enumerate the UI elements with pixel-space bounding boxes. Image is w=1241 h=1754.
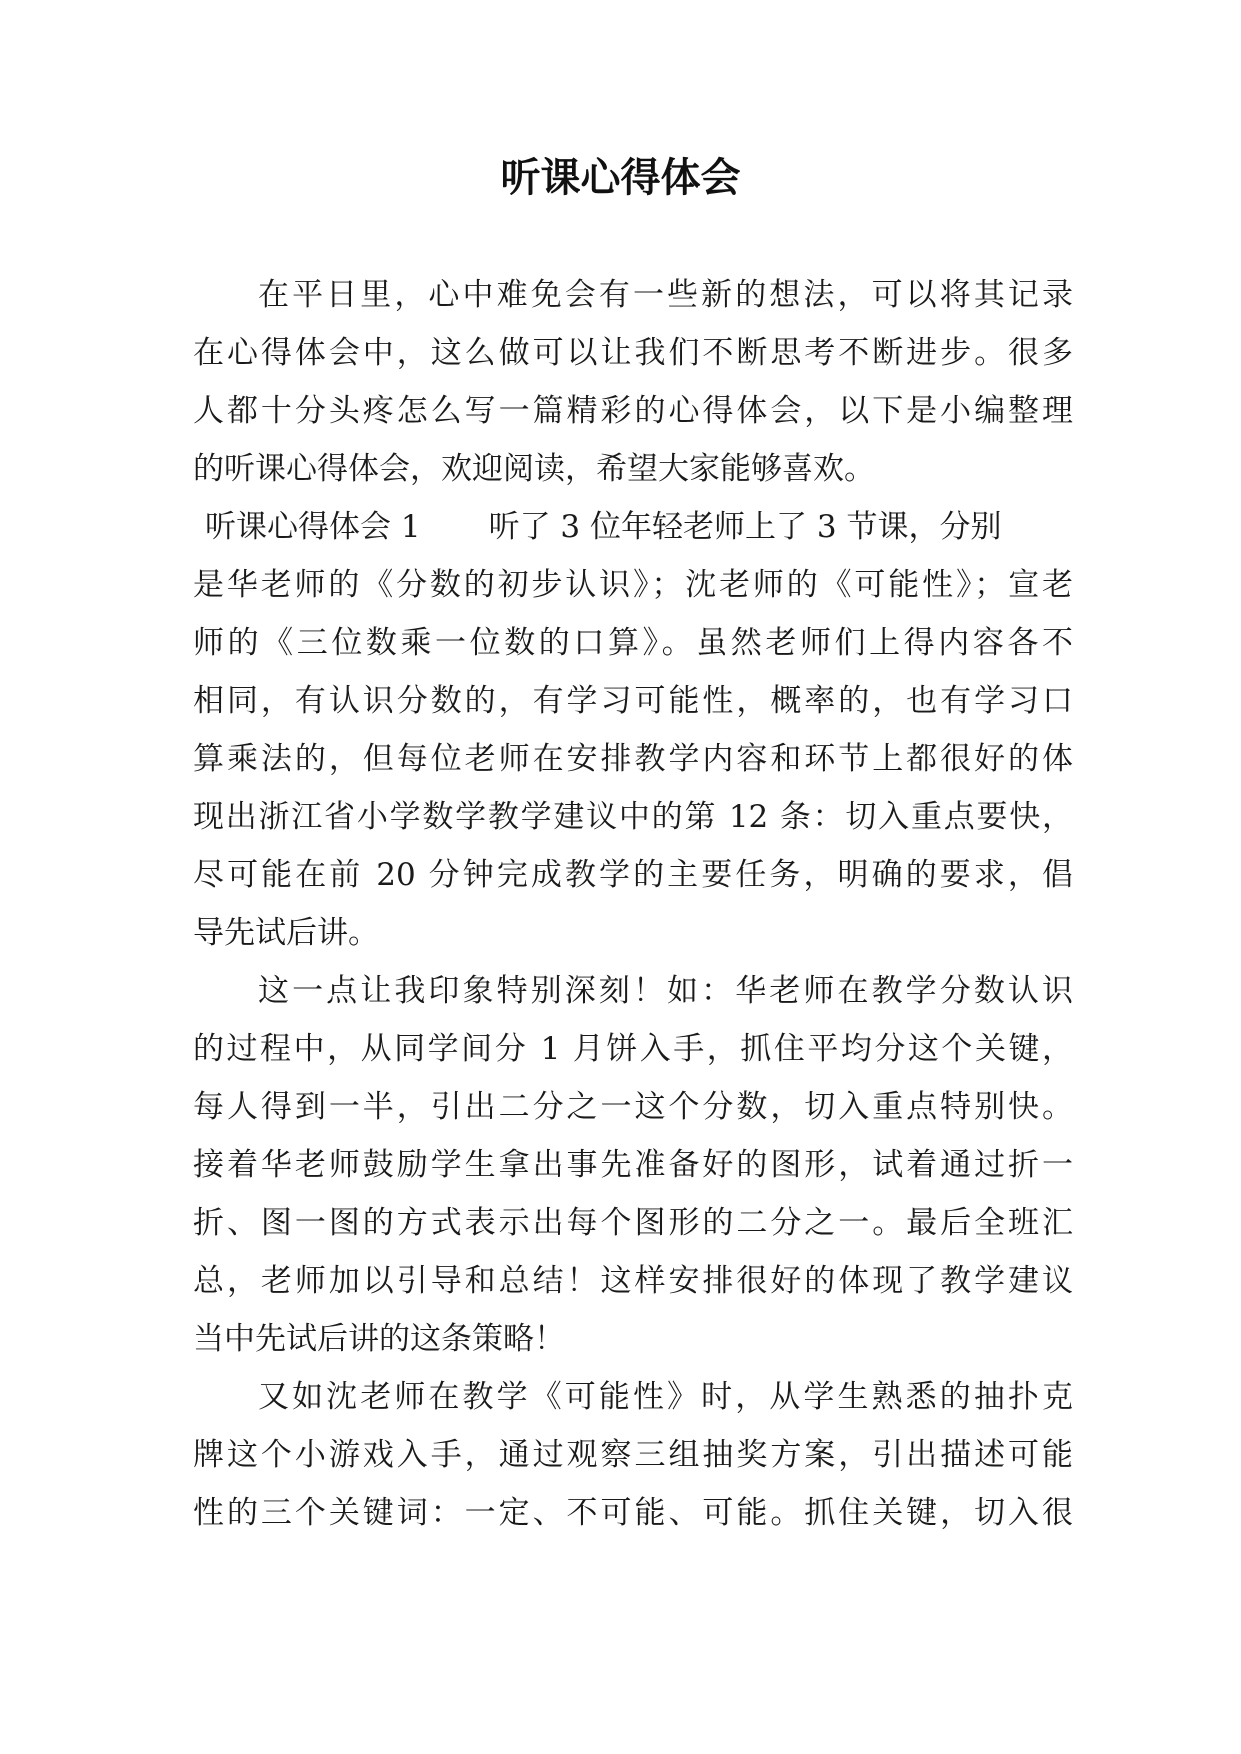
paragraph-line: 折、图一图的方式表示出每个图形的二分之一。最后全班汇 (193, 1205, 1073, 1241)
paragraph-line: 尽可能在前 20 分钟完成教学的主要任务，明确的要求，倡 (193, 857, 1073, 893)
section-heading-line (205, 498, 1073, 556)
paragraph-line: 当中先试后讲的这条策略！ (193, 1321, 565, 1357)
paragraph-line: 算乘法的，但每位老师在安排教学内容和环节上都很好的体 (193, 741, 1073, 777)
paragraph-line: 性的三个关键词：一定、不可能、可能。抓住关键，切入很 (193, 1495, 1073, 1531)
paragraph-line: 相同，有认识分数的，有学习可能性，概率的，也有学习口 (193, 683, 1073, 719)
paragraph-line: 牌这个小游戏入手，通过观察三组抽奖方案，引出描述可能 (193, 1437, 1073, 1473)
paragraph-line: 接着华老师鼓励学生拿出事先准备好的图形，试着通过折一 (193, 1147, 1073, 1183)
paragraph-line-start: 听了 3 位年轻老师上了 3 节课，分别 (488, 509, 1002, 545)
document-title: 听课心得体会 (500, 155, 741, 201)
paragraph-line: 导先试后讲。 (193, 915, 379, 951)
paragraph-line: 总，老师加以引导和总结！这样安排很好的体现了教学建议 (193, 1263, 1073, 1299)
paragraph-line: 师的《三位数乘一位数的口算》。虽然老师们上得内容各不 (193, 625, 1073, 661)
paragraph-line: 的听课心得体会，欢迎阅读，希望大家能够喜欢。 (193, 451, 875, 487)
paragraph-line: 的过程中，从同学间分 1 月饼入手，抓住平均分这个关键， (193, 1031, 1073, 1067)
paragraph-line: 人都十分头疼怎么写一篇精彩的心得体会，以下是小编整理 (193, 393, 1073, 429)
paragraph-line: 每人得到一半，引出二分之一这个分数，切入重点特别快。 (193, 1089, 1073, 1125)
paragraph-line: 这一点让我印象特别深刻！如：华老师在教学分数认识 (258, 973, 1073, 1009)
paragraph-line: 在心得体会中，这么做可以让我们不断思考不断进步。很多 (193, 335, 1073, 371)
paragraph-line: 又如沈老师在教学《可能性》时，从学生熟悉的抽扑克 (258, 1379, 1073, 1415)
paragraph-line: 现出浙江省小学数学教学建议中的第 12 条：切入重点要快， (193, 799, 1073, 835)
paragraph-line: 在平日里，心中难免会有一些新的想法，可以将其记录 (258, 277, 1073, 313)
section-heading: 听课心得体会 1 (205, 509, 421, 545)
paragraph-line: 是华老师的《分数的初步认识》；沈老师的《可能性》；宣老 (193, 567, 1073, 603)
